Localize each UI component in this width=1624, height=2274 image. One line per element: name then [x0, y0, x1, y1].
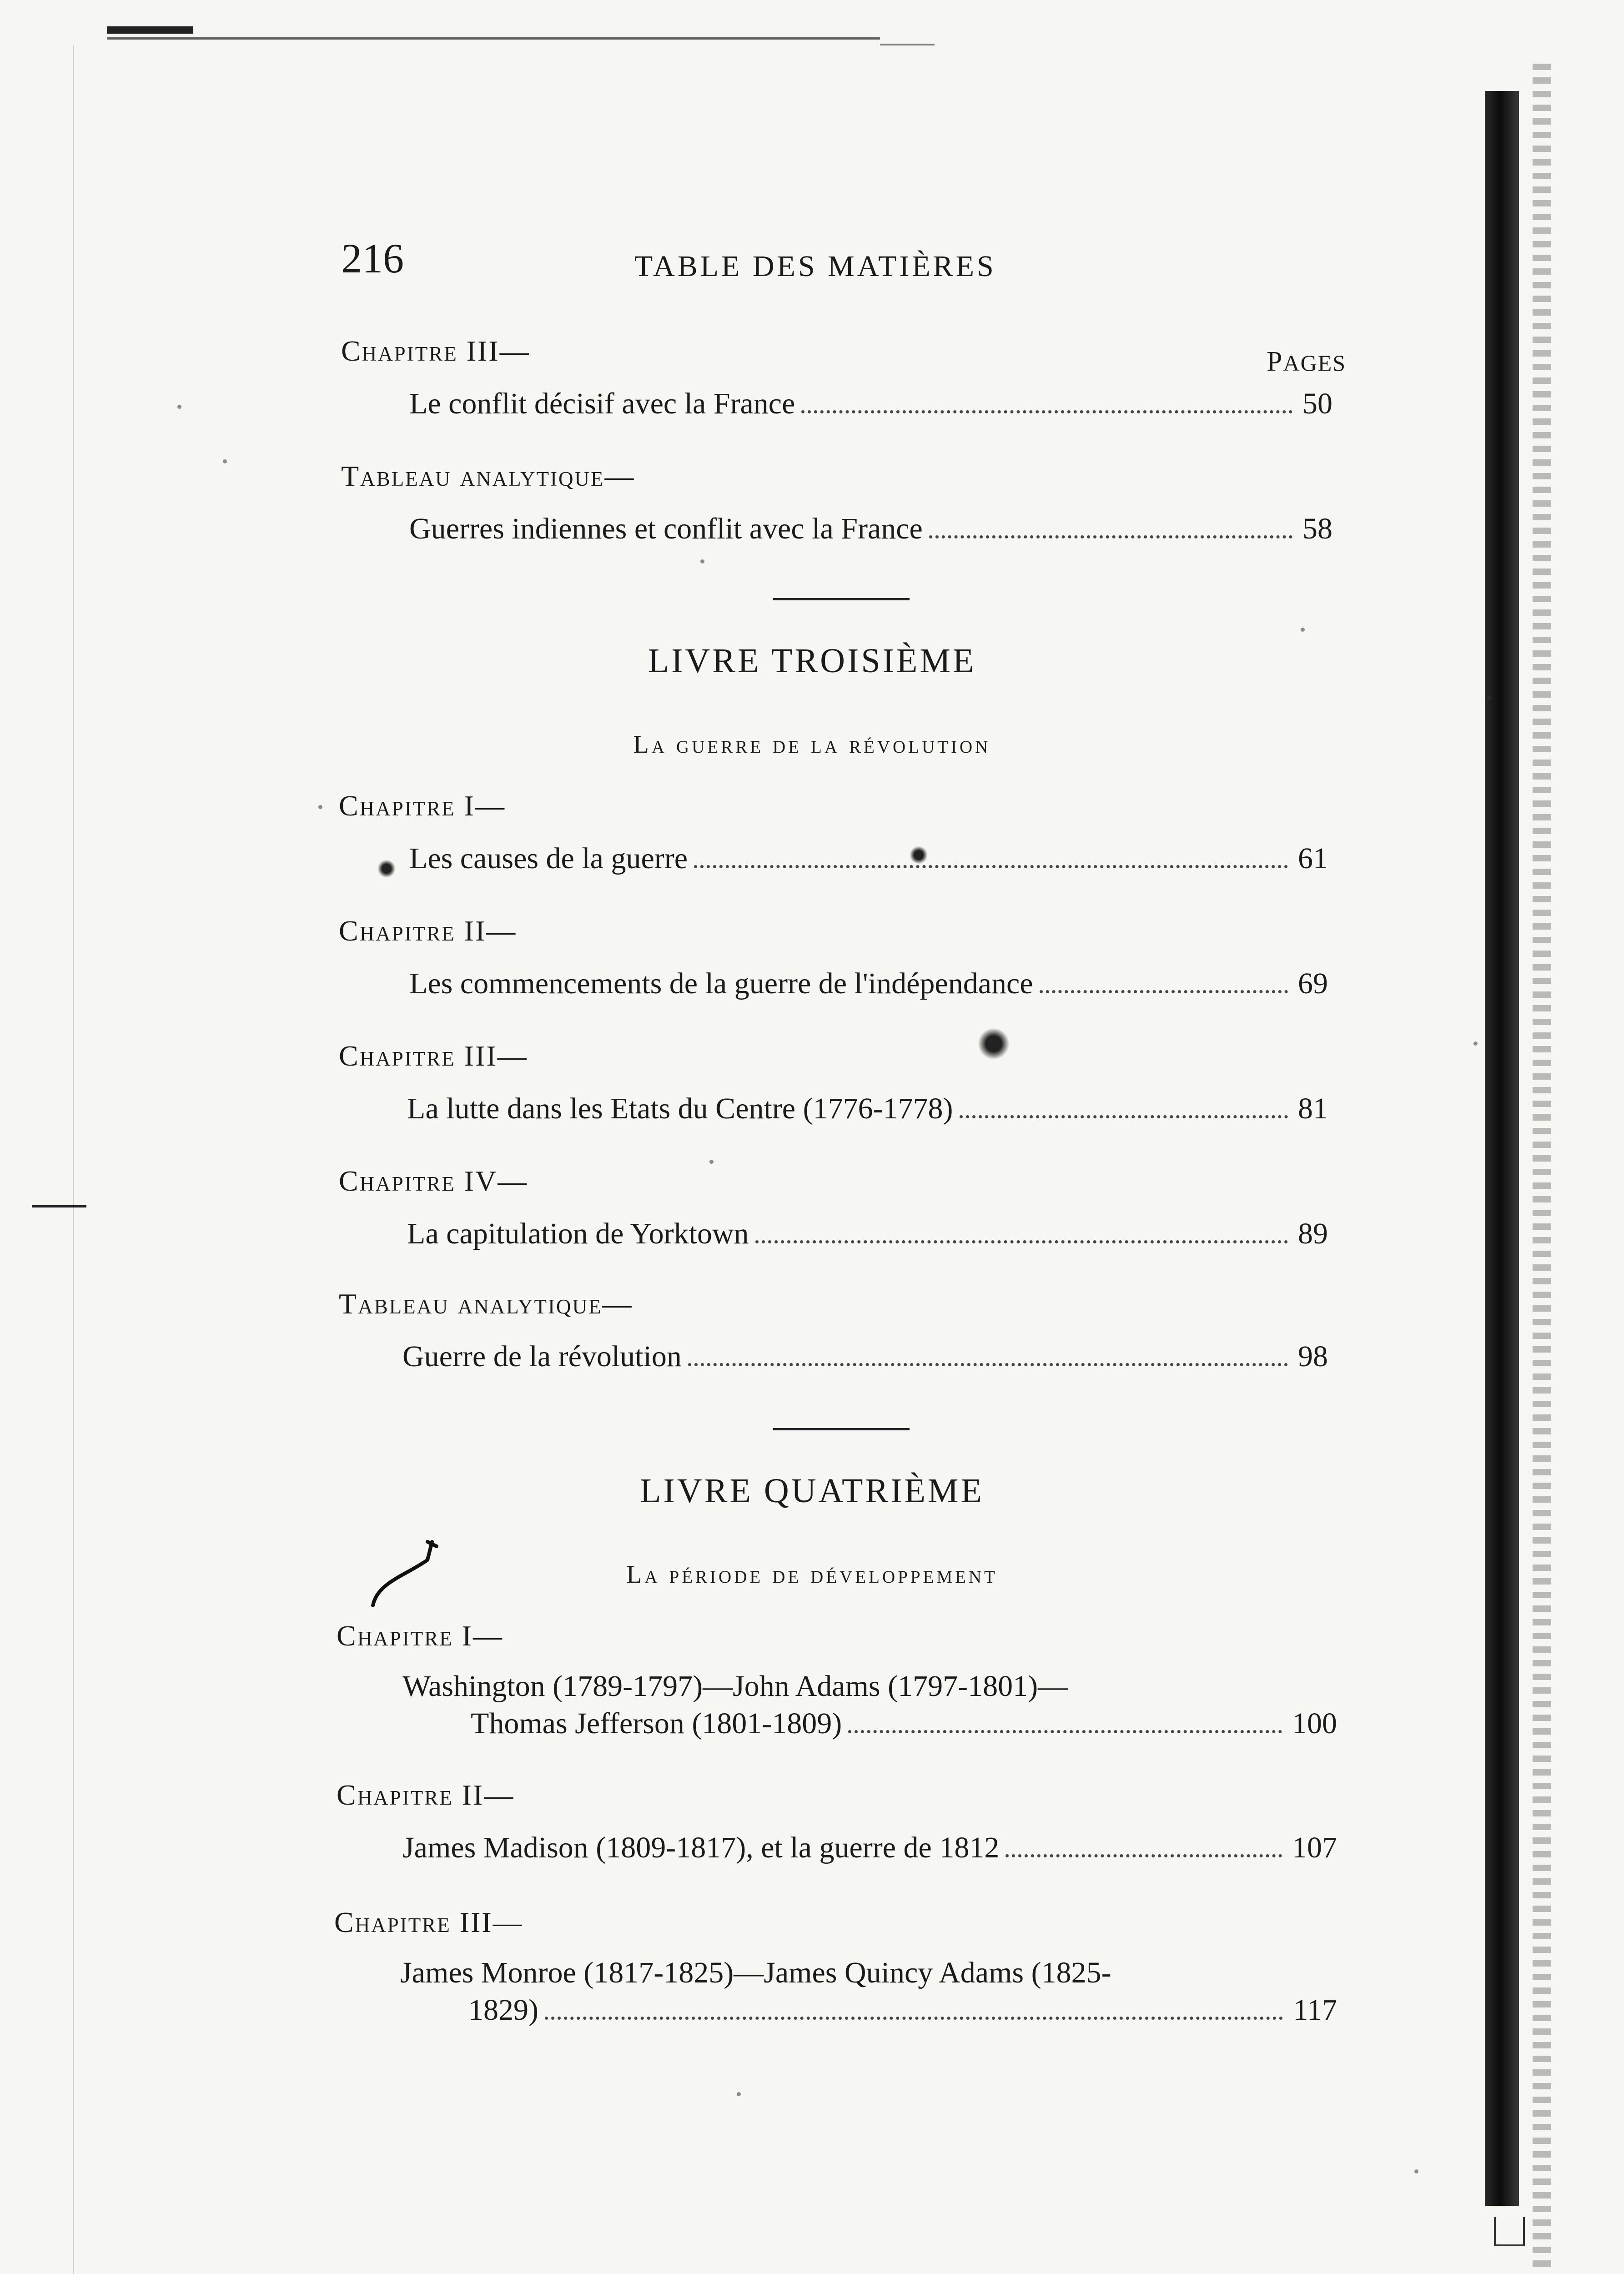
toc-entry-title-line1: Washington (1789-1797)—John Adams (1797-1801)— — [402, 1670, 1068, 1703]
toc-entry — [400, 1956, 1337, 2027]
speck — [1301, 628, 1305, 632]
speck — [1473, 1041, 1478, 1046]
chapter-heading — [339, 1287, 633, 1321]
dot-leader — [929, 535, 1292, 538]
chapter-heading-text: Chapitre III— — [341, 335, 530, 367]
scan-artifact-left-tick — [32, 1205, 86, 1207]
chapter-heading-text: Chapitre I— — [337, 1620, 503, 1652]
pages-label-initial: P — [1267, 346, 1283, 377]
book-title: LIVRE QUATRIÈME — [640, 1472, 984, 1510]
dot-leader — [694, 865, 1288, 868]
toc-entry — [409, 512, 1332, 546]
scan-artifact-corner — [1494, 2217, 1525, 2246]
scan-artifact-left-edge — [73, 45, 74, 2274]
toc-entry-page: 117 — [1293, 1993, 1337, 2027]
toc-entry-page: 100 — [1292, 1707, 1337, 1740]
chapter-heading — [341, 334, 530, 368]
toc-entry-page: 58 — [1302, 512, 1332, 545]
toc-entry-page: 98 — [1298, 1340, 1328, 1373]
toc-entry-page: 69 — [1298, 967, 1328, 1000]
pages-label-rest: AGES — [1283, 350, 1347, 376]
toc-entry-title-line2: Thomas Jefferson (1801-1809) — [471, 1707, 842, 1740]
speck — [177, 405, 181, 409]
speck — [318, 805, 322, 809]
dot-leader — [545, 2017, 1283, 2020]
scan-artifact-binding-texture — [1533, 64, 1551, 2269]
chapter-heading — [334, 1906, 523, 1939]
book-title: LIVRE TROISIÈME — [648, 642, 976, 680]
speck — [737, 2092, 741, 2096]
chapter-heading — [337, 1778, 514, 1812]
toc-entry-title-line1: James Monroe (1817-1825)—James Quincy Adams (1825- — [400, 1956, 1111, 1989]
toc-entry-page: 89 — [1298, 1217, 1328, 1250]
book-subtitle-text: La guerre de la révolution — [633, 730, 991, 759]
speck — [1487, 696, 1491, 700]
book-subtitle — [0, 730, 1624, 759]
pages-column-label — [1267, 346, 1346, 378]
ink-blot — [978, 1028, 1010, 1060]
speck — [223, 459, 227, 463]
scan-artifact-binding-shadow — [1485, 91, 1519, 2206]
toc-entry-title: Les commencements de la guerre de l'indépendance — [409, 967, 1033, 1000]
toc-entry-page: 81 — [1298, 1092, 1328, 1125]
chapter-heading-text: Tableau analytique— — [339, 1288, 633, 1320]
section-separator — [773, 598, 910, 600]
chapter-heading-text: Chapitre II— — [339, 915, 517, 947]
dot-leader — [801, 410, 1292, 413]
book-subtitle — [0, 1560, 1624, 1589]
toc-entry — [402, 1831, 1337, 1865]
page-number: 216 — [341, 235, 404, 282]
toc-entry-title: Le conflit décisif avec la France — [409, 387, 795, 420]
toc-entry-title: Les causes de la guerre — [409, 842, 688, 875]
chapter-heading-text: Chapitre III— — [339, 1040, 528, 1072]
running-title: TABLE DES MATIÈRES — [634, 250, 996, 283]
toc-entry — [409, 966, 1328, 1001]
toc-entry-title: Guerres indiennes et conflit avec la France — [409, 512, 923, 545]
scan-artifact-top-line — [107, 37, 880, 40]
chapter-heading — [337, 1619, 503, 1653]
chapter-heading-text: Chapitre III— — [334, 1906, 523, 1938]
toc-entry — [402, 1339, 1328, 1374]
scan-artifact-top-dash — [880, 44, 935, 45]
book-subtitle-text: La période de développement — [626, 1560, 998, 1589]
toc-entry — [407, 1092, 1328, 1126]
toc-entry-title: La lutte dans les Etats du Centre (1776-1778) — [407, 1092, 953, 1125]
toc-entry-title-line2: 1829) — [468, 1993, 538, 2027]
chapter-heading-text: Chapitre IV— — [339, 1165, 528, 1197]
section-separator — [773, 1428, 910, 1430]
dot-leader — [688, 1363, 1288, 1366]
toc-entry — [407, 1217, 1328, 1251]
toc-entry-title: La capitulation de Yorktown — [407, 1217, 749, 1250]
scan-artifact-top-rule — [107, 26, 193, 34]
toc-entry-title-line2-row — [468, 1993, 1337, 2027]
toc-entry — [409, 387, 1332, 421]
dot-leader — [1006, 1854, 1282, 1857]
chapter-heading — [341, 459, 635, 493]
dot-leader — [960, 1115, 1288, 1118]
speck — [700, 559, 704, 563]
chapter-heading-text: Chapitre I— — [339, 790, 506, 822]
toc-entry-title: Guerre de la révolution — [402, 1340, 682, 1373]
speck — [709, 1160, 714, 1164]
speck — [1414, 2169, 1418, 2173]
dot-leader — [755, 1240, 1288, 1243]
dot-leader — [848, 1730, 1282, 1733]
toc-entry-page: 61 — [1298, 842, 1328, 875]
chapter-heading — [339, 914, 517, 948]
chapter-heading-text: Tableau analytique— — [341, 460, 635, 492]
chapter-heading — [339, 1039, 528, 1073]
toc-entry-page: 107 — [1292, 1831, 1337, 1864]
toc-entry-title-line2-row — [471, 1706, 1337, 1741]
toc-entry — [402, 1669, 1337, 1741]
ink-blot — [377, 860, 396, 878]
toc-entry — [409, 841, 1328, 876]
chapter-heading-text: Chapitre II— — [337, 1779, 515, 1811]
toc-entry-title: James Madison (1809-1817), et la guerre de 1812 — [402, 1831, 1000, 1864]
chapter-heading — [339, 1164, 528, 1198]
dot-leader — [1040, 990, 1288, 993]
toc-entry-page: 50 — [1302, 387, 1332, 420]
chapter-heading — [339, 789, 506, 823]
